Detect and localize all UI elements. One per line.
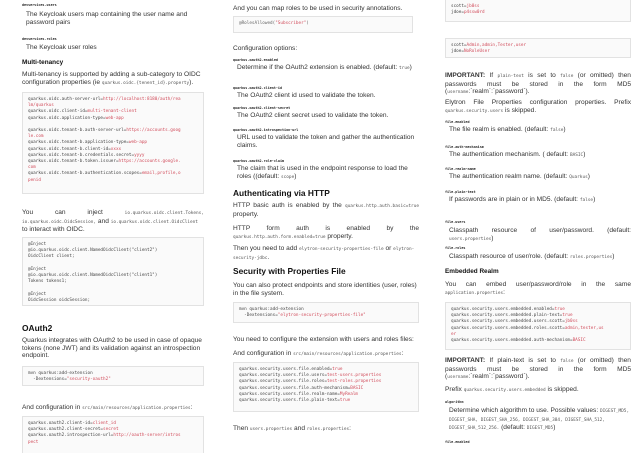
code-key: quarkus.security.users.file.auth-mechanism= <box>239 385 351 391</box>
code-line: @io.quarkus.oidc.client.NamedOidcClient("client1") <box>28 273 158 279</box>
config-option <box>233 159 419 181</box>
code-key: quarkus.oidc.tenant-b.credentials.secret= <box>28 152 135 158</box>
code-value: secret <box>103 427 119 433</box>
code-value: true <box>562 313 573 319</box>
file-option-desc <box>445 196 631 205</box>
config-option-default: scope <box>281 174 295 180</box>
important-note-2: IMPORTANT: If plain-text is set to false (or omitted) then passwords must be stored in the form MD5 (username:`realm`:`password`). <box>445 357 631 381</box>
inject-paragraph: You can inject io.quarkus.oidc.client.Tokens, io.quarkus.oidc.OidcSession, and io.quarkus.oidc.client.OidcClient to interact with OIDC. <box>22 209 204 234</box>
code-value: true <box>554 307 565 312</box>
users-properties-code <box>445 0 631 22</box>
file-option-default: false <box>579 198 594 203</box>
code-value: xxxx <box>110 146 122 152</box>
file-option-desc <box>445 126 631 135</box>
code-line: OidcClient client; <box>28 254 75 260</box>
code-key: quarkus.oauth2.client-secret= <box>28 427 104 433</box>
file-option-label: file.auth-mechanism <box>445 145 484 149</box>
file-option-default: BASIC <box>569 153 584 158</box>
config-option-default: true <box>399 66 410 71</box>
code-value: test-roles.properties <box>326 379 382 385</box>
code-value: web-app <box>128 140 148 146</box>
code-key: quarkus.oauth2.client-id= <box>28 421 93 426</box>
config-option-desc <box>233 165 419 181</box>
file-option-end: ) <box>583 151 586 158</box>
code-value: Admin,admin,Tester,user <box>466 43 527 48</box>
code-line <box>451 338 625 344</box>
code-key: quarkus.oidc.tenant-b.client-id= <box>28 146 111 152</box>
column-1 <box>0 0 212 453</box>
code-value: client_id <box>92 421 116 426</box>
config-option-label: quarkus.oauth2.client-secret <box>233 106 291 110</box>
config-option <box>233 128 419 149</box>
column-2 <box>212 0 424 453</box>
code-key: quarkus.security.users.embedded.enabled= <box>451 307 555 312</box>
embedded-paragraph: You can embed user/password/role in the same application.properties: <box>445 281 631 296</box>
file-option-default: Quarkus <box>569 175 588 180</box>
file-option-desc <box>445 151 631 160</box>
roles-desc: The Keycloak user roles <box>26 44 97 51</box>
code-value: http://oauth-server/intros <box>113 433 181 439</box>
inject-code-block <box>22 237 204 306</box>
multitenancy-heading: Multi-tenancy <box>22 59 64 66</box>
code-value: BASIC <box>572 338 586 344</box>
code-key: quarkus.oidc.tenant-b.application-type= <box>28 140 129 146</box>
multitenancy-code-block <box>22 92 204 194</box>
file-option-desc <box>445 173 631 182</box>
code-line: Tokens tokens1; <box>28 279 67 285</box>
code-value: lm/quarkus <box>28 103 54 109</box>
code-value: yyyy <box>134 152 145 158</box>
config-option-label: quarkus.oauth2.role-claim <box>233 159 285 163</box>
code-value: true <box>339 398 351 404</box>
code-value: email,profile,o <box>141 171 181 177</box>
code-key: quarkus.security.users.file.plain-text= <box>239 398 340 404</box>
config-option-desc <box>233 134 419 149</box>
users-label: devservices.users <box>22 3 57 7</box>
file-option-end: ) <box>563 126 566 133</box>
code-key: quarkus.oidc.auth-server-url= <box>28 97 104 102</box>
code-key: quarkus.oauth2.introspection-url= <box>28 433 114 439</box>
code-line: @Inject <box>28 291 47 297</box>
code-line <box>28 178 198 184</box>
oauth2-config-code <box>22 416 204 453</box>
file-users-label: file.users <box>445 220 466 224</box>
prefix-paragraph: Prefix quarkus.security.users.embedded is skipped. <box>445 386 579 393</box>
config-options-heading: Configuration options: <box>233 45 298 52</box>
code-value: http://localhost:8180/auth/rea <box>103 97 181 102</box>
file-option <box>445 167 631 182</box>
http-extension-paragraph: Then you need to add elytron-security-properties-file or elytron-security-jdbc. <box>233 245 415 261</box>
code-line <box>28 159 198 165</box>
file-option-text: The authentication mechanism. ( default: <box>449 151 569 158</box>
code-value: penid <box>28 177 41 183</box>
file-option <box>445 145 631 160</box>
elytron-paragraph: Elytron File Properties configuration properties. Prefix quarkus.security.users is skipped. <box>445 99 631 114</box>
code-value: NoRoleUser <box>463 49 490 55</box>
code-value: web-app <box>105 115 124 121</box>
code-line <box>451 10 625 16</box>
config-option-text: The claim that is used in the endpoint response to load the roles ((default: <box>237 165 408 180</box>
code-value: test-users.properties <box>326 373 382 379</box>
code-value: MyRealm <box>339 391 359 397</box>
properties-file-paragraph: You can also protect endpoints and store identities (user, roles) in the file system. <box>233 282 417 297</box>
oauth2-maven-code: mvn quarkus:add-extension -Dextensions="security-oauth2" <box>22 366 204 386</box>
embedded-config-code <box>445 302 631 350</box>
code-key: quarkus.security.users.file.users= <box>239 373 327 379</box>
roles-allowed-code: @RolesAllowed("Subscriber") <box>233 16 413 33</box>
multitenancy-paragraph: Multi-tenancy is supported by adding a sub-category to OIDC configuration properties (ie quarkus.oidc.{tenent_id}.property). <box>22 71 201 86</box>
http-auth-heading: Authenticating via HTTP <box>233 188 330 198</box>
code-value: https://accounts.google. <box>118 159 181 165</box>
code-value: admin,tester,us <box>564 325 604 331</box>
file-option-text: The authentication realm name. (default: <box>449 173 568 180</box>
code-key: quarkus.oidc.application-type= <box>28 115 106 121</box>
code-value: multi-tenant-client <box>87 109 137 115</box>
properties-config-code <box>233 362 419 412</box>
config-option-desc <box>233 64 419 73</box>
users-desc: The Keycloak users map containing the user name and password pairs <box>26 11 188 26</box>
config-option-text: Determine if the OAuth2 extension is enabled. (default: <box>237 64 398 71</box>
roles-intro: And you can map roles to be used in security annotations. <box>233 5 403 12</box>
file-option-label: file.realm-name <box>445 167 476 171</box>
code-line <box>28 440 198 446</box>
file-roles-label: file.roles <box>445 246 466 250</box>
code-line: @Inject <box>28 242 47 247</box>
file-option <box>445 120 631 135</box>
code-key: quarkus.security.users.file.roles= <box>239 379 327 385</box>
file-option-default: false <box>550 128 564 133</box>
code-line <box>239 398 413 404</box>
oauth2-heading: OAuth2 <box>22 323 53 333</box>
config-option-desc <box>233 112 419 120</box>
code-value: true <box>332 367 343 372</box>
config-option-desc <box>233 92 419 100</box>
code-key: scott= <box>451 4 467 9</box>
file-enabled-label-bottom: file.enabled <box>445 440 470 444</box>
config-option-end: ) <box>294 172 297 180</box>
properties-file-heading: Security with Properties File <box>233 266 346 276</box>
code-line: OidcSession oidcSession; <box>28 297 91 303</box>
code-line <box>451 49 625 55</box>
code-value: p4ssw0rd <box>463 10 485 16</box>
oauth2-paragraph: Quarkus integrates with OAuth2 to be used in case of opaque tokens (none JWT) and its validation against an introspection endpoint. <box>22 337 202 360</box>
code-key: quarkus.security.users.embedded.users.scott= <box>451 319 565 325</box>
code-key: quarkus.oidc.tenant-b.authentication.scopes= <box>28 171 142 177</box>
file-option-label: file.plain-text <box>445 190 476 194</box>
config-option <box>233 58 419 73</box>
file-option-end: ) <box>587 173 590 180</box>
code-line <box>28 433 198 439</box>
code-line <box>28 171 198 177</box>
file-option <box>445 190 631 205</box>
code-key: quarkus.security.users.embedded.auth-mechanism= <box>451 338 573 344</box>
code-value: er <box>451 331 457 337</box>
config-option-label: quarkus.oauth2.client-id <box>233 86 282 90</box>
embedded-realm-heading: Embedded Realm <box>445 268 499 275</box>
code-line <box>451 326 625 332</box>
properties-maven-code: mvn quarkus:add-extension -Dextensions="elytron-security-properties-file" <box>233 302 419 323</box>
algorithm-desc: Determine which algorithm to use. Possible values: DIGEST_MD5, DIGEST_SHA, DIGEST_SHA_256, DIGEST_SHA_384, DIGEST_SHA_512, DIGEST_SHA_512_256. (default: DIGEST_MD5) <box>449 407 630 431</box>
code-key: quarkus.oidc.tenant-b.auth-server-url= <box>28 128 127 134</box>
code-value: com <box>28 165 36 171</box>
config-option-label: quarkus.oauth2.enabled <box>233 58 278 62</box>
file-users-desc: Classpath resource of user/password. (default: users.properties) <box>449 227 631 242</box>
http-form-paragraph: HTTP form auth is enabled by the quarkus.http.auth.form.enabled=true property. <box>233 225 419 240</box>
code-key: quarkus.security.users.file.realm-name= <box>239 391 340 397</box>
algorithm-label: algorithm <box>445 400 464 404</box>
column-3 <box>424 0 638 453</box>
code-value: jb0ss <box>564 319 578 325</box>
code-line: @Inject <box>28 266 47 272</box>
properties-config-paragraph: And configuration in src/main/resources/application.properties: <box>233 350 404 357</box>
config-option-label: quarkus.oauth2.introspection-url <box>233 128 299 132</box>
roles-label: devservices.roles <box>22 37 57 41</box>
oauth2-config-paragraph: And configuration in src/main/resources/application.properties: <box>22 404 193 411</box>
config-option-end: ) <box>409 64 412 71</box>
roles-properties-code <box>445 38 631 58</box>
file-option-end: ) <box>593 196 596 203</box>
important-note-1: IMPORTANT: If plain-text is set to false (or omitted) then passwords must be stored in the form MD5 (username:`realm`:`password`). <box>445 72 631 96</box>
code-line: @io.quarkus.oidc.client.NamedOidcClient("client2") <box>28 248 158 254</box>
file-roles-desc: Classpath resource of user/role. (default: roles.properties) <box>449 253 615 260</box>
config-option <box>233 106 419 120</box>
config-option <box>233 86 419 100</box>
code-value: pect <box>28 439 39 445</box>
code-key: quarkus.oidc.tenant-b.token.issuer= <box>28 159 119 165</box>
code-key: quarkus.security.users.embedded.plain-text= <box>451 313 563 319</box>
file-option-text: The file realm is enabled. (default: <box>449 126 549 133</box>
code-key: jdoe= <box>451 10 464 16</box>
code-key: scott= <box>451 43 467 48</box>
config-option-text: The OAuth2 client secret used to validate the token. <box>237 112 389 119</box>
code-key: quarkus.oidc.client-id= <box>28 109 88 115</box>
code-key: quarkus.security.users.embedded.roles.scott= <box>451 325 565 331</box>
config-option-text: The OAuth2 client id used to validate the token. <box>237 92 376 99</box>
users-roles-files-paragraph: Then users.properties and roles.properties: <box>233 425 352 432</box>
code-value: jb0ss <box>466 4 480 9</box>
code-value: BASIC <box>350 385 364 391</box>
code-value: https://accounts.goog <box>126 128 181 134</box>
file-option-text: If passwords are in plain or in MD5. (default: <box>449 196 579 203</box>
config-option-text: URL used to validate the token and gather the authentication claims. <box>237 134 415 149</box>
file-option-label: file.enabled <box>445 120 470 124</box>
http-basic-paragraph: HTTP basic auth is enabled by the quarkus.http.auth.basic=true property. <box>233 202 419 218</box>
configure-users-paragraph: You need to configure the extension with users and roles files: <box>233 336 414 343</box>
code-key: jdoe= <box>451 49 464 55</box>
code-key: quarkus.security.users.file.enabled= <box>239 367 333 372</box>
code-value: le.com <box>28 134 44 140</box>
code-line <box>28 128 198 134</box>
